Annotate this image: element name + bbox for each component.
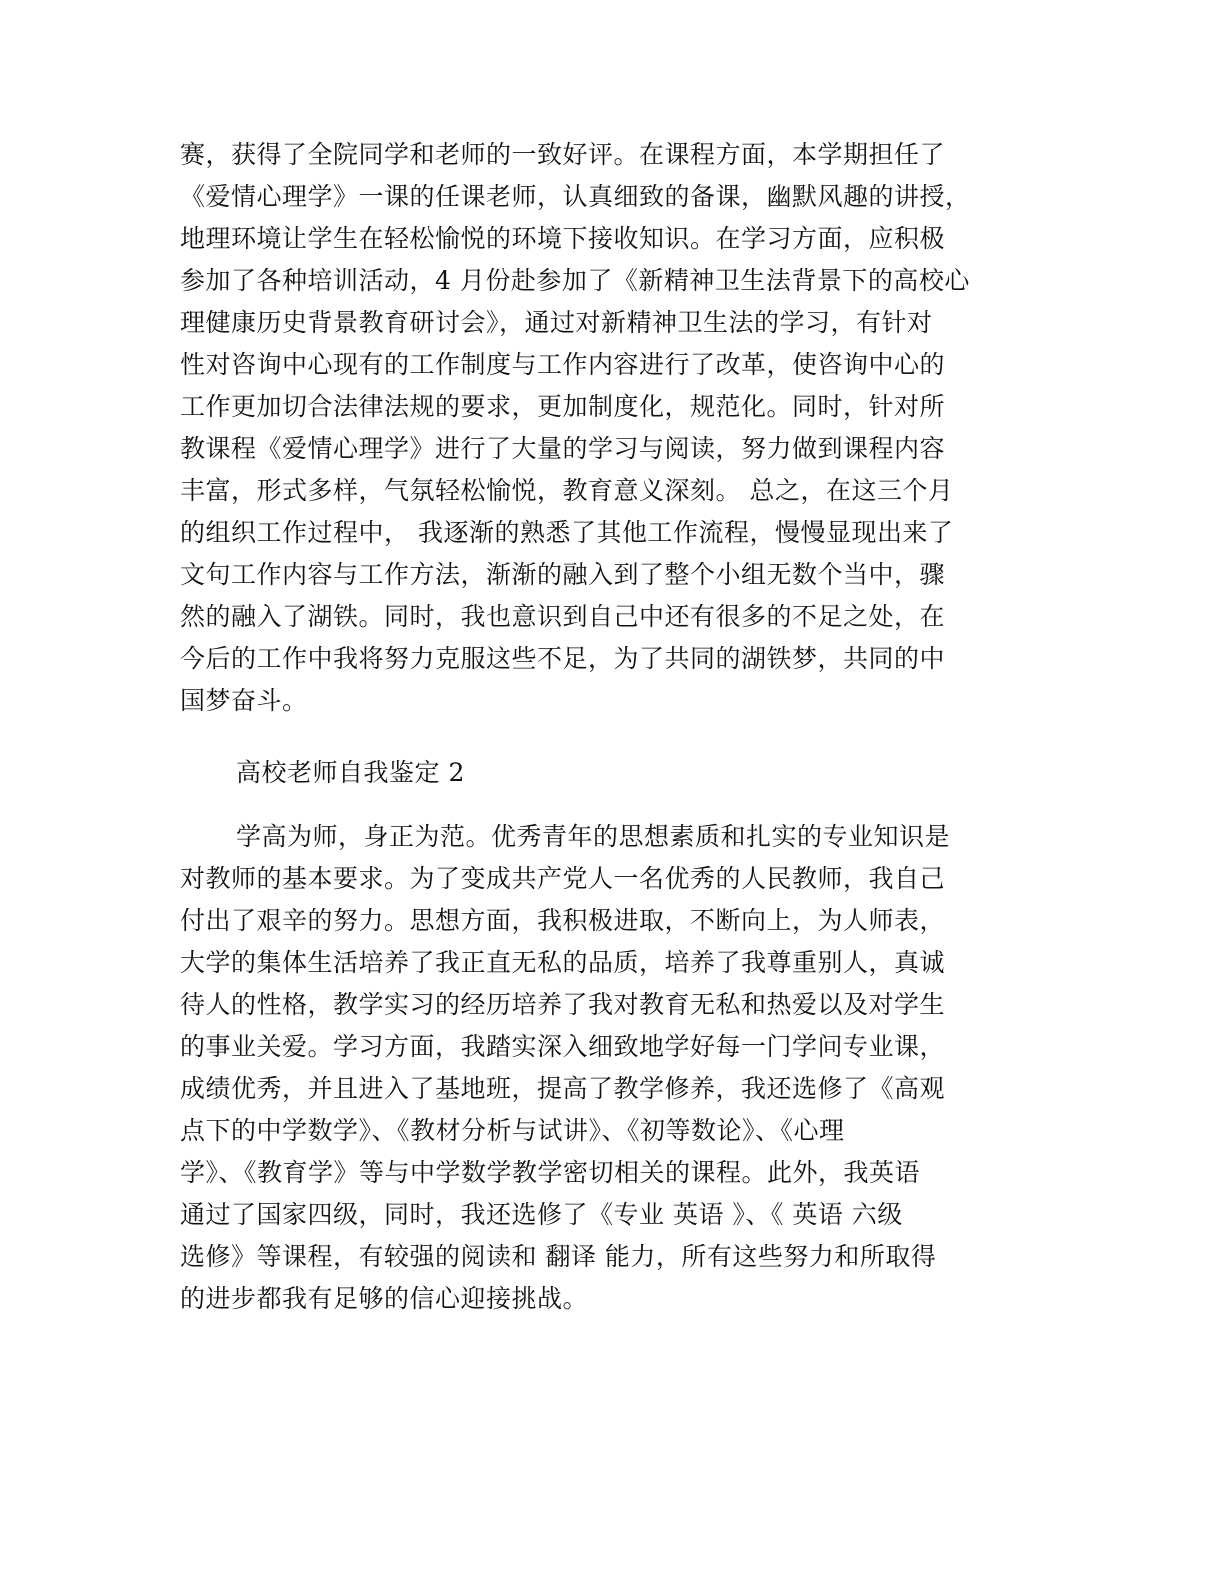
paragraph-2-line: 通过了国家四级，同时，我还选修了《专业 英语 》、《 英语 六级: [180, 1200, 903, 1229]
paragraph-1-line: 《爱情心理学》一课的任课老师，认真细致的备课，幽默风趣的讲授，: [180, 182, 971, 211]
paragraph-2-line: 成绩优秀，并且进入了基地班，提高了教学修养，我还选修了《高观: [180, 1074, 946, 1103]
section-heading: 高校老师自我鉴定 2: [236, 758, 465, 787]
paragraph-1-line: 赛，获得了全院同学和老师的一致好评。在课程方面，本学期担任了: [180, 140, 946, 169]
paragraph-2-line: 学》、《教育学》等与中学数学教学密切相关的课程。此外，我英语: [180, 1158, 921, 1187]
paragraph-1-line: 参加了各种培训活动，4 月份赴参加了《新精神卫生法背景下的高校心: [180, 266, 970, 295]
paragraph-1-line: 教课程《爱情心理学》进行了大量的学习与阅读，努力做到课程内容: [180, 434, 946, 463]
paragraph-1-line: 文句工作内容与工作方法，渐渐的融入到了整个小组无数个当中，骤: [180, 560, 946, 589]
paragraph-1-line: 国梦奋斗。: [180, 686, 308, 715]
paragraph-2: [180, 816, 1060, 1320]
paragraph-1-line: 丰富，形式多样，气氛轻松愉悦，教育意义深刻。 总之，在这三个月: [180, 476, 954, 505]
paragraph-1-line: 理健康历史背景教育研讨会》，通过对新精神卫生法的学习，有针对: [180, 308, 933, 337]
paragraph-2-line: 选修》等课程，有较强的阅读和 翻译 能力，所有这些努力和所取得: [180, 1242, 937, 1271]
paragraph-1-line: 工作更加切合法律法规的要求，更加制度化，规范化。同时，针对所: [180, 392, 946, 421]
paragraph-1-line: 然的融入了湖铁。同时，我也意识到自己中还有很多的不足之处，在: [180, 602, 946, 631]
paragraph-1-line: 地理环境让学生在轻松愉悦的环境下接收知识。在学习方面，应积极: [180, 224, 946, 253]
paragraph-2-line: 的事业关爱。学习方面，我踏实深入细致地学好每一门学问专业课，: [180, 1032, 946, 1061]
paragraph-2-line: 待人的性格，教学实习的经历培养了我对教育无私和热爱以及对学生: [180, 990, 946, 1019]
paragraph-1-line: 性对咨询中心现有的工作制度与工作内容进行了改革，使咨询中心的: [180, 350, 946, 379]
paragraph-1-line: 今后的工作中我将努力克服这些不足，为了共同的湖铁梦，共同的中: [180, 644, 946, 673]
paragraph-2-line: 付出了艰辛的努力。思想方面，我积极进取，不断向上，为人师表，: [180, 906, 946, 935]
paragraph-2-line: 学高为师，身正为范。优秀青年的思想素质和扎实的专业知识是: [236, 822, 951, 851]
paragraph-1-line: 的组织工作过程中， 我逐渐的熟悉了其他工作流程，慢慢显现出来了: [180, 518, 954, 547]
paragraph-2-line: 的进步都我有足够的信心迎接挑战。: [180, 1284, 589, 1313]
paragraph-2-line: 点下的中学数学》、《教材分析与试讲》、《初等数论》、《心理: [180, 1116, 845, 1145]
paragraph-2-line: 大学的集体生活培养了我正直无私的品质，培养了我尊重别人，真诚: [180, 948, 946, 977]
paragraph-1: [180, 134, 1060, 722]
paragraph-2-line: 对教师的基本要求。为了变成共产党人一名优秀的人民教师，我自己: [180, 864, 946, 893]
